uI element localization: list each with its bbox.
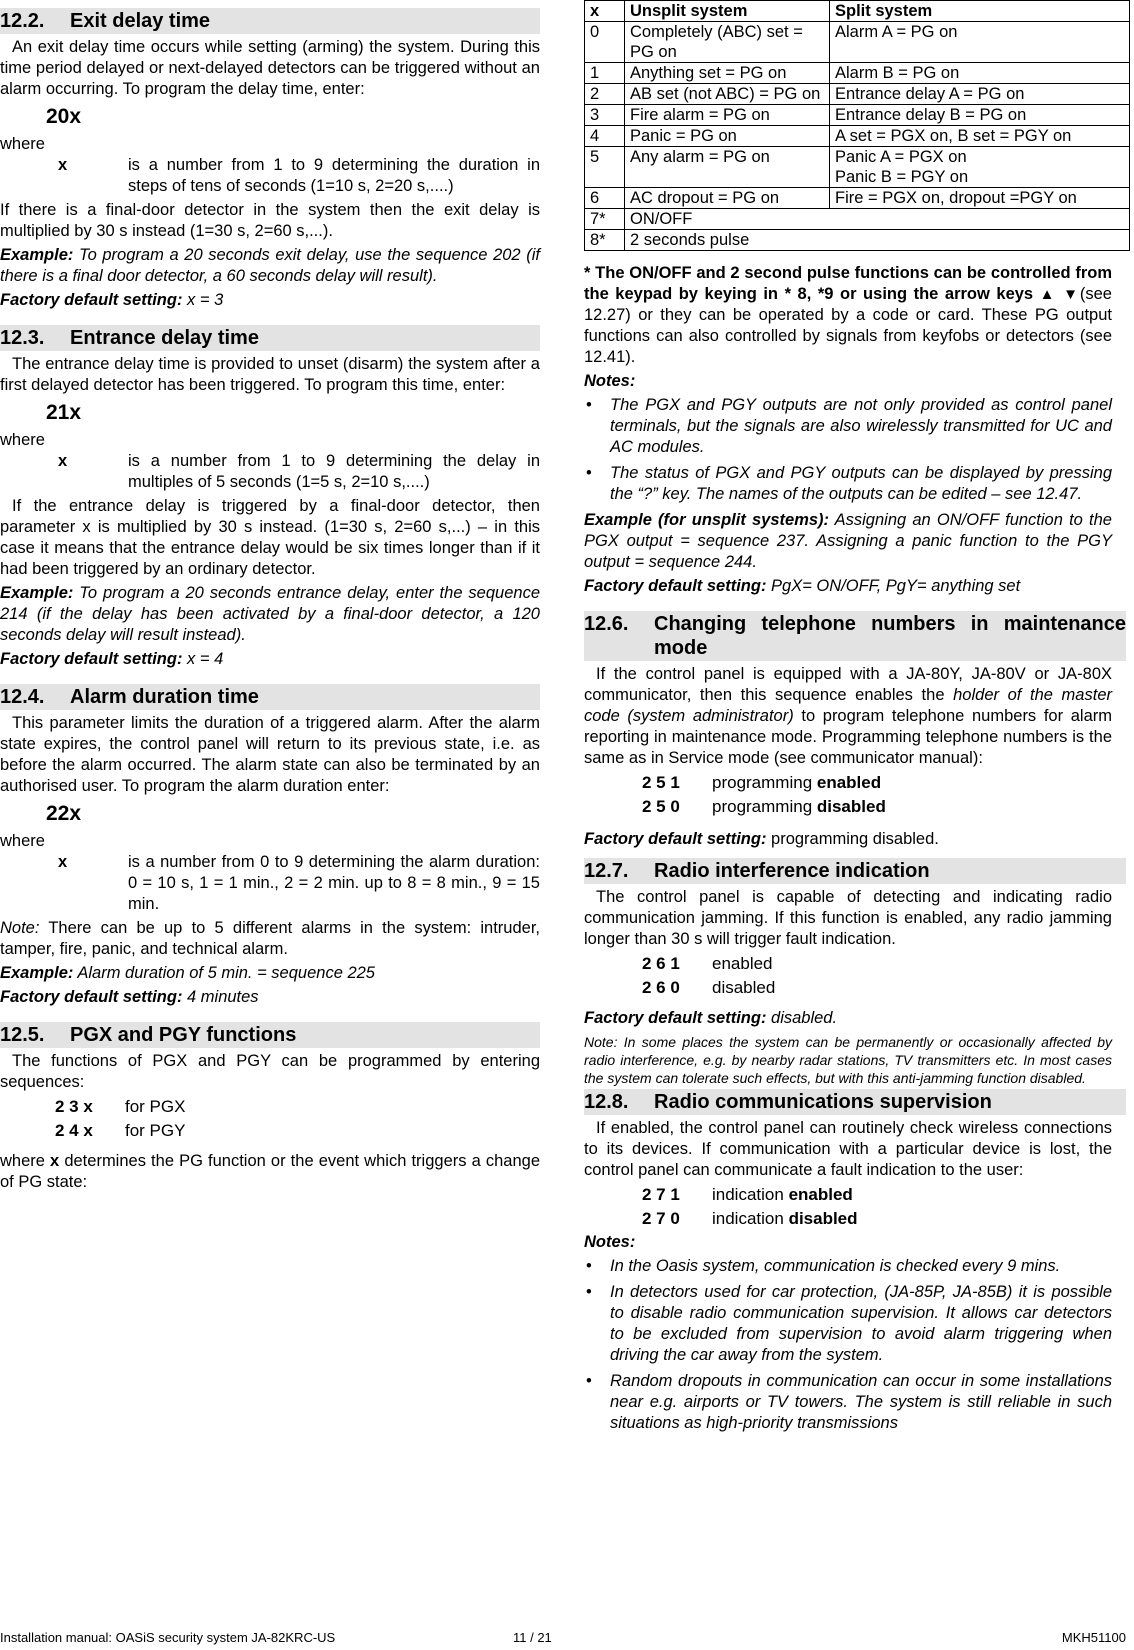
paragraph: The functions of PGX and PGY can be programmed by entering sequences: — [0, 1052, 540, 1091]
table-cell: Alarm A = PG on — [830, 22, 1130, 63]
table-row — [585, 188, 1130, 209]
sequence-key: 2 5 0 — [642, 797, 680, 816]
list-item-text: The status of PGX and PGY outputs can be displayed by pressing the “?” key. The names of the outputs can be edited – see 12.47. — [610, 464, 1112, 503]
section-12-3-heading — [0, 325, 540, 351]
section-title: Radio interference indication — [654, 860, 930, 882]
parameter-key: x — [58, 853, 68, 871]
table-cell: 7* — [585, 209, 625, 230]
table-header-row — [585, 1, 1130, 22]
sequence-value: programming — [712, 797, 817, 816]
text-span: determines the PG function or the event which triggers a change of PG state: — [0, 1152, 540, 1191]
table-row — [585, 126, 1130, 147]
factory-default-value: x = 3 — [182, 291, 224, 309]
sequence-value-bold: enabled — [788, 1185, 853, 1204]
section-title: Changing telephone numbers in maintenance mode — [654, 613, 1126, 659]
factory-default — [0, 290, 540, 311]
parameter-row — [0, 155, 540, 197]
example — [0, 583, 540, 646]
table-cell: 6 — [585, 188, 625, 209]
table-cell: Alarm B = PG on — [830, 63, 1130, 84]
left-column — [0, 8, 540, 1196]
list-item — [584, 1256, 1112, 1277]
table-cell: Any alarm = PG on — [625, 147, 830, 188]
table-body — [585, 22, 1130, 251]
sequence-key: 2 6 0 — [642, 978, 680, 997]
parameter-key: x — [58, 452, 68, 470]
star-note-text: (see 12.27) or they can be operated by a code or card. These PG output functions can also controlled by signals from keyfobs or detectors (see 12.41). — [584, 285, 1112, 366]
paragraph: The entrance delay time is provided to unset (disarm) the system after a first delayed detector has been triggered. To program this time, enter: — [0, 355, 540, 394]
sequence-row — [642, 1184, 1122, 1205]
notes-label: Notes: — [584, 1233, 636, 1251]
example-label: Example: — [0, 584, 74, 602]
sequence-value: programming — [712, 773, 817, 792]
table-cell: 2 seconds pulse — [625, 230, 1130, 251]
sequence-row — [55, 1120, 540, 1141]
factory-default-label: Factory default setting: — [584, 830, 767, 848]
table-row — [585, 84, 1130, 105]
code-sequence: 22x — [46, 802, 82, 825]
section-title: Entrance delay time — [70, 327, 259, 349]
paragraph: An exit delay time occurs while setting (arming) the system. During this time period delayed or next-delayed detectors can be triggered without an alarm occurring. To program the delay time, enter: — [0, 38, 540, 98]
notes-label: Notes: — [584, 372, 636, 390]
bullet-icon: • — [586, 396, 592, 414]
section-number: 12.5. — [0, 1024, 45, 1046]
table-cell: A set = PGX on, B set = PGY on — [830, 126, 1130, 147]
bullet-icon: • — [586, 1257, 592, 1275]
table-row — [585, 147, 1130, 188]
list-item — [584, 1282, 1112, 1366]
table-cell: Panic = PG on — [625, 126, 830, 147]
sequence-value: disabled — [712, 978, 776, 997]
example-text: Assigning an ON/OFF function to the PGX output = sequence 237. Assigning a panic function to the PGY output = sequence 244. — [584, 511, 1112, 571]
parameter-row — [0, 852, 540, 915]
paragraph: If the entrance delay is triggered by a final-door detector, then parameter x is multiplied by 30 s instead. (1=30 s, 2=60 s,...) – in this case it means that the entrance delay would be six times longer than if it had been triggered by an ordinary detector. — [0, 497, 540, 578]
pg-notes-list — [584, 395, 1122, 505]
sequence-value-bold: disabled — [788, 1209, 858, 1228]
footer-document-title: Installation manual: OASiS security system JA-82KRC-US — [0, 1630, 336, 1645]
section-title: Exit delay time — [70, 10, 211, 32]
parameter-key: x — [50, 1152, 60, 1170]
section-title: Radio communications supervision — [654, 1091, 992, 1113]
list-item-text: The PGX and PGY outputs are not only provided as control panel terminals, but the signals are also wirelessly transmitted for UC and AC modules. — [610, 396, 1112, 456]
paragraph — [0, 1151, 540, 1193]
paragraph: The control panel is capable of detecting and indicating radio communication jamming. If this function is enabled, any radio jamming longer than 30 s will trigger fault indication. — [584, 888, 1112, 948]
table-cell: AB set (not ABC) = PG on — [625, 84, 830, 105]
sequence-key: 2 5 1 — [642, 773, 680, 792]
factory-default — [0, 649, 540, 670]
section-12-4-heading — [0, 684, 540, 710]
list-item — [584, 463, 1112, 505]
text-span: where — [0, 1152, 51, 1170]
list-item-text: In detectors used for car protection, (JA-85P, JA-85B) it is possible to disable radio communication supervision. It allows car detectors to be excluded from supervision to avoid alarm triggering when driving the car away from the system. — [610, 1283, 1112, 1364]
table-cell: 3 — [585, 105, 625, 126]
table-cell: Panic A = PGX on Panic B = PGY on — [830, 147, 1130, 188]
sequence-value: indication — [712, 1209, 789, 1228]
header-cell: Split system — [830, 1, 1130, 22]
table-cell: AC dropout = PG on — [625, 188, 830, 209]
sequence-value: for PGX — [125, 1097, 186, 1116]
text-span: If the control panel is equipped with a JA-80Y, JA-80V or JA-80X communicator, then this sequence enables the — [584, 665, 1112, 704]
factory-default — [584, 576, 1122, 597]
paragraph — [584, 664, 1122, 769]
table-row — [585, 209, 1130, 230]
example-label: Example (for unsplit systems): — [584, 511, 830, 529]
table-row — [585, 22, 1130, 63]
sequence-row — [642, 953, 1122, 974]
table-cell: 2 — [585, 84, 625, 105]
factory-default-value: PgX= ON/OFF, PgY= anything set — [766, 577, 1021, 595]
section-12-5-heading — [0, 1022, 540, 1048]
list-item — [584, 395, 1112, 458]
section-number: 12.7. — [584, 860, 629, 882]
bullet-icon: • — [586, 1372, 592, 1390]
list-item-text: In the Oasis system, communication is checked every 9 mins. — [610, 1257, 1061, 1275]
section-12-7-heading — [584, 858, 1126, 884]
factory-default-label: Factory default setting: — [584, 1009, 767, 1027]
example-label: Example: — [0, 246, 74, 264]
star-note — [584, 263, 1122, 368]
section-12-2-heading — [0, 8, 540, 34]
parameter-description: is a number from 1 to 9 determining the duration in steps of tens of seconds (1=10 s, 2=20 s,....) — [128, 156, 540, 195]
table-cell: 5 — [585, 147, 625, 188]
example-text: To program a 20 seconds exit delay, use the sequence 202 (if there is a final door detector, a 60 seconds delay will result). — [0, 246, 540, 285]
table-row — [585, 105, 1130, 126]
note — [0, 918, 540, 960]
footer-document-code: MKH51100 — [1061, 1630, 1126, 1645]
factory-default — [584, 829, 1122, 850]
example — [0, 963, 540, 984]
code-sequence: 20x — [46, 105, 82, 128]
star-note-bold: * The ON/OFF and 2 second pulse functions can be controlled from the keypad by keying in * 8, *9 or using the arrow keys — [584, 264, 1112, 303]
example-text: Alarm duration of 5 min. = sequence 225 — [73, 964, 375, 982]
parameter-key: x — [58, 156, 68, 174]
table-cell: Anything set = PG on — [625, 63, 830, 84]
arrow-down-icon: ▼ — [1063, 286, 1080, 303]
sequence-key: 2 4 x — [55, 1121, 93, 1140]
example-text: To program a 20 seconds entrance delay, enter the sequence 214 (if the delay has been activated by a final-door detector, a 120 seconds delay will result instead). — [0, 584, 540, 644]
sequence-row — [642, 772, 1122, 793]
pg-functions-table — [584, 0, 1130, 251]
section-number: 12.4. — [0, 686, 45, 708]
paragraph: If there is a final-door detector in the system then the exit delay is multiplied by 30 s instead (1=30 s, 2=60 s,...). — [0, 201, 540, 240]
note-label: Note: — [0, 919, 40, 937]
factory-default-value: 4 minutes — [182, 988, 259, 1006]
header-cell: Unsplit system — [625, 1, 830, 22]
section-number: 12.3. — [0, 327, 45, 349]
header-cell: x — [585, 1, 625, 22]
supervision-notes-list — [584, 1256, 1122, 1434]
table-cell: Fire = PGX on, dropout =PGY on — [830, 188, 1130, 209]
table-row — [585, 63, 1130, 84]
sequence-value-bold: enabled — [816, 773, 882, 792]
parameter-description: is a number from 0 to 9 determining the alarm duration: 0 = 10 s, 1 = 1 min., 2 = 2 min. up to 8 = 8 min., 9 = 15 min. — [128, 853, 540, 913]
factory-default-label: Factory default setting: — [0, 291, 183, 309]
table-row — [585, 230, 1130, 251]
sequence-value: for PGY — [125, 1121, 186, 1140]
where-label: where — [0, 832, 45, 850]
table-cell: 1 — [585, 63, 625, 84]
note: Note: In some places the system can be permanently or occasionally affected by radio interference, e.g. by nearby radar stations, TV transmitters etc. In most cases the system can tolerate such effects, but with this anti-jamming function disabled. — [584, 1034, 1112, 1086]
section-12-8-heading — [584, 1089, 1126, 1115]
list-item — [584, 1371, 1112, 1434]
table-cell: Completely (ABC) set = PG on — [625, 22, 830, 63]
factory-default-value: disabled. — [766, 1009, 838, 1027]
parameter-description: is a number from 1 to 9 determining the delay in multiples of 5 seconds (1=5 s, 2=10 s,....) — [128, 452, 540, 491]
paragraph: This parameter limits the duration of a triggered alarm. After the alarm state expires, the control panel will return to its previous state, i.e. as before the alarm occurred. The alarm state can also be terminated by an authorised user. To program the alarm duration enter: — [0, 714, 540, 795]
factory-default-label: Factory default setting: — [584, 577, 767, 595]
section-number: 12.8. — [584, 1091, 629, 1113]
table-cell: 0 — [585, 22, 625, 63]
footer-page-number: 11 / 21 — [513, 1630, 552, 1645]
right-column — [584, 0, 1126, 1439]
sequence-key: 2 7 0 — [642, 1209, 680, 1228]
section-title: Alarm duration time — [70, 686, 259, 708]
factory-default-value: x = 4 — [182, 650, 224, 668]
section-12-6-heading — [584, 611, 1126, 661]
bullet-icon: • — [586, 464, 592, 482]
parameter-row — [0, 451, 540, 493]
sequence-row — [642, 977, 1122, 998]
bullet-icon: • — [586, 1283, 592, 1301]
factory-default-label: Factory default setting: — [0, 988, 183, 1006]
example — [584, 510, 1122, 573]
section-title: PGX and PGY functions — [70, 1024, 297, 1046]
sequence-row — [55, 1096, 540, 1117]
example-label: Example: — [0, 964, 74, 982]
table-cell: Fire alarm = PG on — [625, 105, 830, 126]
table-cell: Entrance delay B = PG on — [830, 105, 1130, 126]
where-label: where — [0, 135, 45, 153]
factory-default-value: programming disabled. — [766, 830, 939, 848]
factory-default — [584, 1008, 1122, 1029]
text-span: to program telephone numbers for alarm reporting in maintenance mode. Programming telephone numbers is the same as in Service mode (see communicator manual): — [584, 707, 1113, 767]
factory-default-label: Factory default setting: — [0, 650, 183, 668]
arrow-up-icon: ▲ — [1039, 286, 1057, 303]
sequence-key: 2 6 1 — [642, 954, 680, 973]
table-cell: Entrance delay A = PG on — [830, 84, 1130, 105]
sequence-value: enabled — [712, 954, 773, 973]
sequence-key: 2 3 x — [55, 1097, 93, 1116]
table-cell: 8* — [585, 230, 625, 251]
list-item-text: Random dropouts in communication can occur in some installations near e.g. airports or TV towers. The system is still reliable in such situations as high-priority transmissions — [610, 1372, 1112, 1432]
table-cell: ON/OFF — [625, 209, 1130, 230]
example — [0, 245, 540, 287]
factory-default — [0, 987, 540, 1008]
sequence-row — [642, 796, 1122, 817]
where-label: where — [0, 431, 45, 449]
sequence-row — [642, 1208, 1122, 1229]
paragraph: If enabled, the control panel can routinely check wireless connections to its devices. If communication with a particular device is lost, the control panel can communicate a fault indication to the user: — [584, 1119, 1112, 1179]
section-number: 12.6. — [584, 613, 629, 635]
sequence-key: 2 7 1 — [642, 1185, 680, 1204]
sequence-value-bold: disabled — [816, 797, 886, 816]
table-cell: 4 — [585, 126, 625, 147]
note-text: There can be up to 5 different alarms in the system: intruder, tamper, fire, panic, and technical alarm. — [0, 919, 540, 958]
section-number: 12.2. — [0, 10, 45, 32]
code-sequence: 21x — [46, 401, 82, 424]
sequence-value: indication — [712, 1185, 789, 1204]
text-span: holder of the master code (system administrator) — [584, 686, 1112, 725]
